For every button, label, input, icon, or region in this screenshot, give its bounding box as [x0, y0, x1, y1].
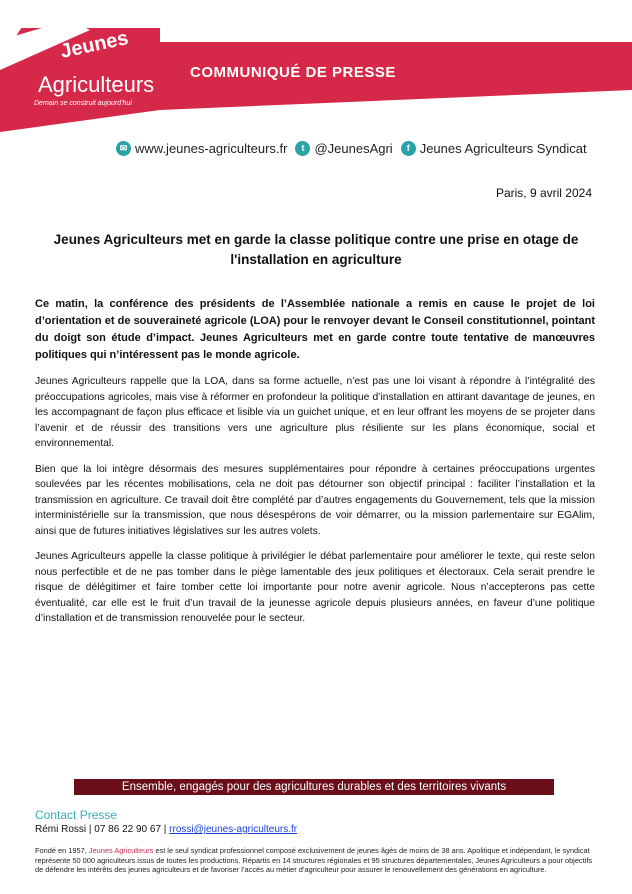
- twitter-icon: t: [295, 141, 310, 156]
- facebook-icon: f: [401, 141, 416, 156]
- footer-note: [35, 846, 595, 875]
- logo-tagline: Demain se construit aujourd'hui: [34, 100, 132, 107]
- website-link[interactable]: www.jeunes-agriculteurs.fr: [135, 140, 288, 156]
- paragraph: Bien que la loi intègre désormais des mesures supplémentaires pour répondre à certaines préoccupations urgentes soulevées par les récentes mobilisations, cela ne doit pas détourner son objectif principal : faciliter l’installation et la transmission en agriculture. Ce travail doit être complété par d’autres engagements du Gouvernement, tels que la mission interministérielle sur la transmission, que nous désespérons de voir démarrer, ou la mission parlementaire sur EGAlim, ainsi que de futures initiatives législatives sur les autres volets.: [35, 463, 595, 537]
- paragraph: Jeunes Agriculteurs rappelle que la LOA, dans sa forme actuelle, n’est pas une loi visant à répondre à l’intégralité des préoccupations agricoles, mais vise à réformer en profondeur la politique d’installation en attirant davantage de jeunes, en les accompagnant de façon plus efficace et lisible via un guichet unique, et en leur offrant les moyens de se projeter dans l’avenir et de réussir des transitions vers une agriculture plus résiliente sur les plans économique, social et environnemental.: [35, 376, 595, 449]
- paragraph: Jeunes Agriculteurs appelle la classe politique à privilégier le débat parlementaire pour améliorer le texte, qui reste selon nous perfectible et de ne pas tomber dans le piège lamentable des jeux politiques et électoraux. Cela serait prendre le risque de délégitimer et faire tomber cette loi importante pour notre avenir agricole. Nous n’accepterons pas cette éventualité, car elle est le fruit d’un travail de la jeunesse agricole depuis plusieurs années, en faveur d’une politique d’installation et de transmission renouvelée pour le secteur.: [35, 551, 595, 624]
- contact-title: Contact Presse: [35, 808, 118, 822]
- slogan-banner: Ensemble, engagés pour des agricultures durables et des territoires vivants: [74, 779, 554, 795]
- social-links: [116, 138, 606, 158]
- footer-org: Jeunes Agriculteurs: [88, 846, 154, 855]
- headline: Jeunes Agriculteurs met en garde la classe politique contre une prise en otage de l'installation en agriculture: [53, 232, 579, 267]
- contact-email-link[interactable]: rrossi@jeunes-agriculteurs.fr: [169, 824, 298, 835]
- twitter-handle[interactable]: @JeunesAgri: [314, 140, 393, 156]
- article-body: [35, 296, 595, 637]
- header-banner: [0, 0, 632, 140]
- dateline: Paris, 9 avril 2024: [495, 186, 592, 200]
- footer-prefix: Fondé en 1957,: [35, 846, 89, 855]
- logo-line1: Jeunes: [58, 27, 131, 63]
- press-release-title: COMMUNIQUÉ DE PRESSE: [190, 64, 396, 81]
- lead-paragraph: Ce matin, la conférence des présidents de l’Assemblée nationale a remis en cause le projet de loi d’orientation et de souveraineté agricole (LOA) pour le renvoyer devant le Conseil constitutionnel, pointant du doigt son étude d’impact. Jeunes Agriculteurs met en garde contre toute tentative de manœuvres politiques qui n’intéressent pas le monde agricole.: [35, 298, 595, 361]
- contact-line: [35, 824, 297, 835]
- logo-line2: Agriculteurs: [38, 72, 155, 97]
- email-icon: ✉: [116, 141, 131, 156]
- contact-name-phone: Rémi Rossi | 07 86 22 90 67 |: [35, 824, 170, 835]
- facebook-page[interactable]: Jeunes Agriculteurs Syndicat: [419, 140, 587, 156]
- footer-text: est le seul syndicat professionnel composé exclusivement de jeunes âgés de moins de 38 ans. Apolitique et indépendant, le syndicat représente 50 000 agriculteurs issus de toutes les productions. Répartis en 14 structures régionales et 95 structures départementales, Jeunes Agriculteurs a pour objectifs de défendre les intérêts des jeunes agriculteurs et de favoriser l’accès au métier d’agriculteur pour assurer le renouvellement des générations en agriculture.: [35, 846, 593, 874]
